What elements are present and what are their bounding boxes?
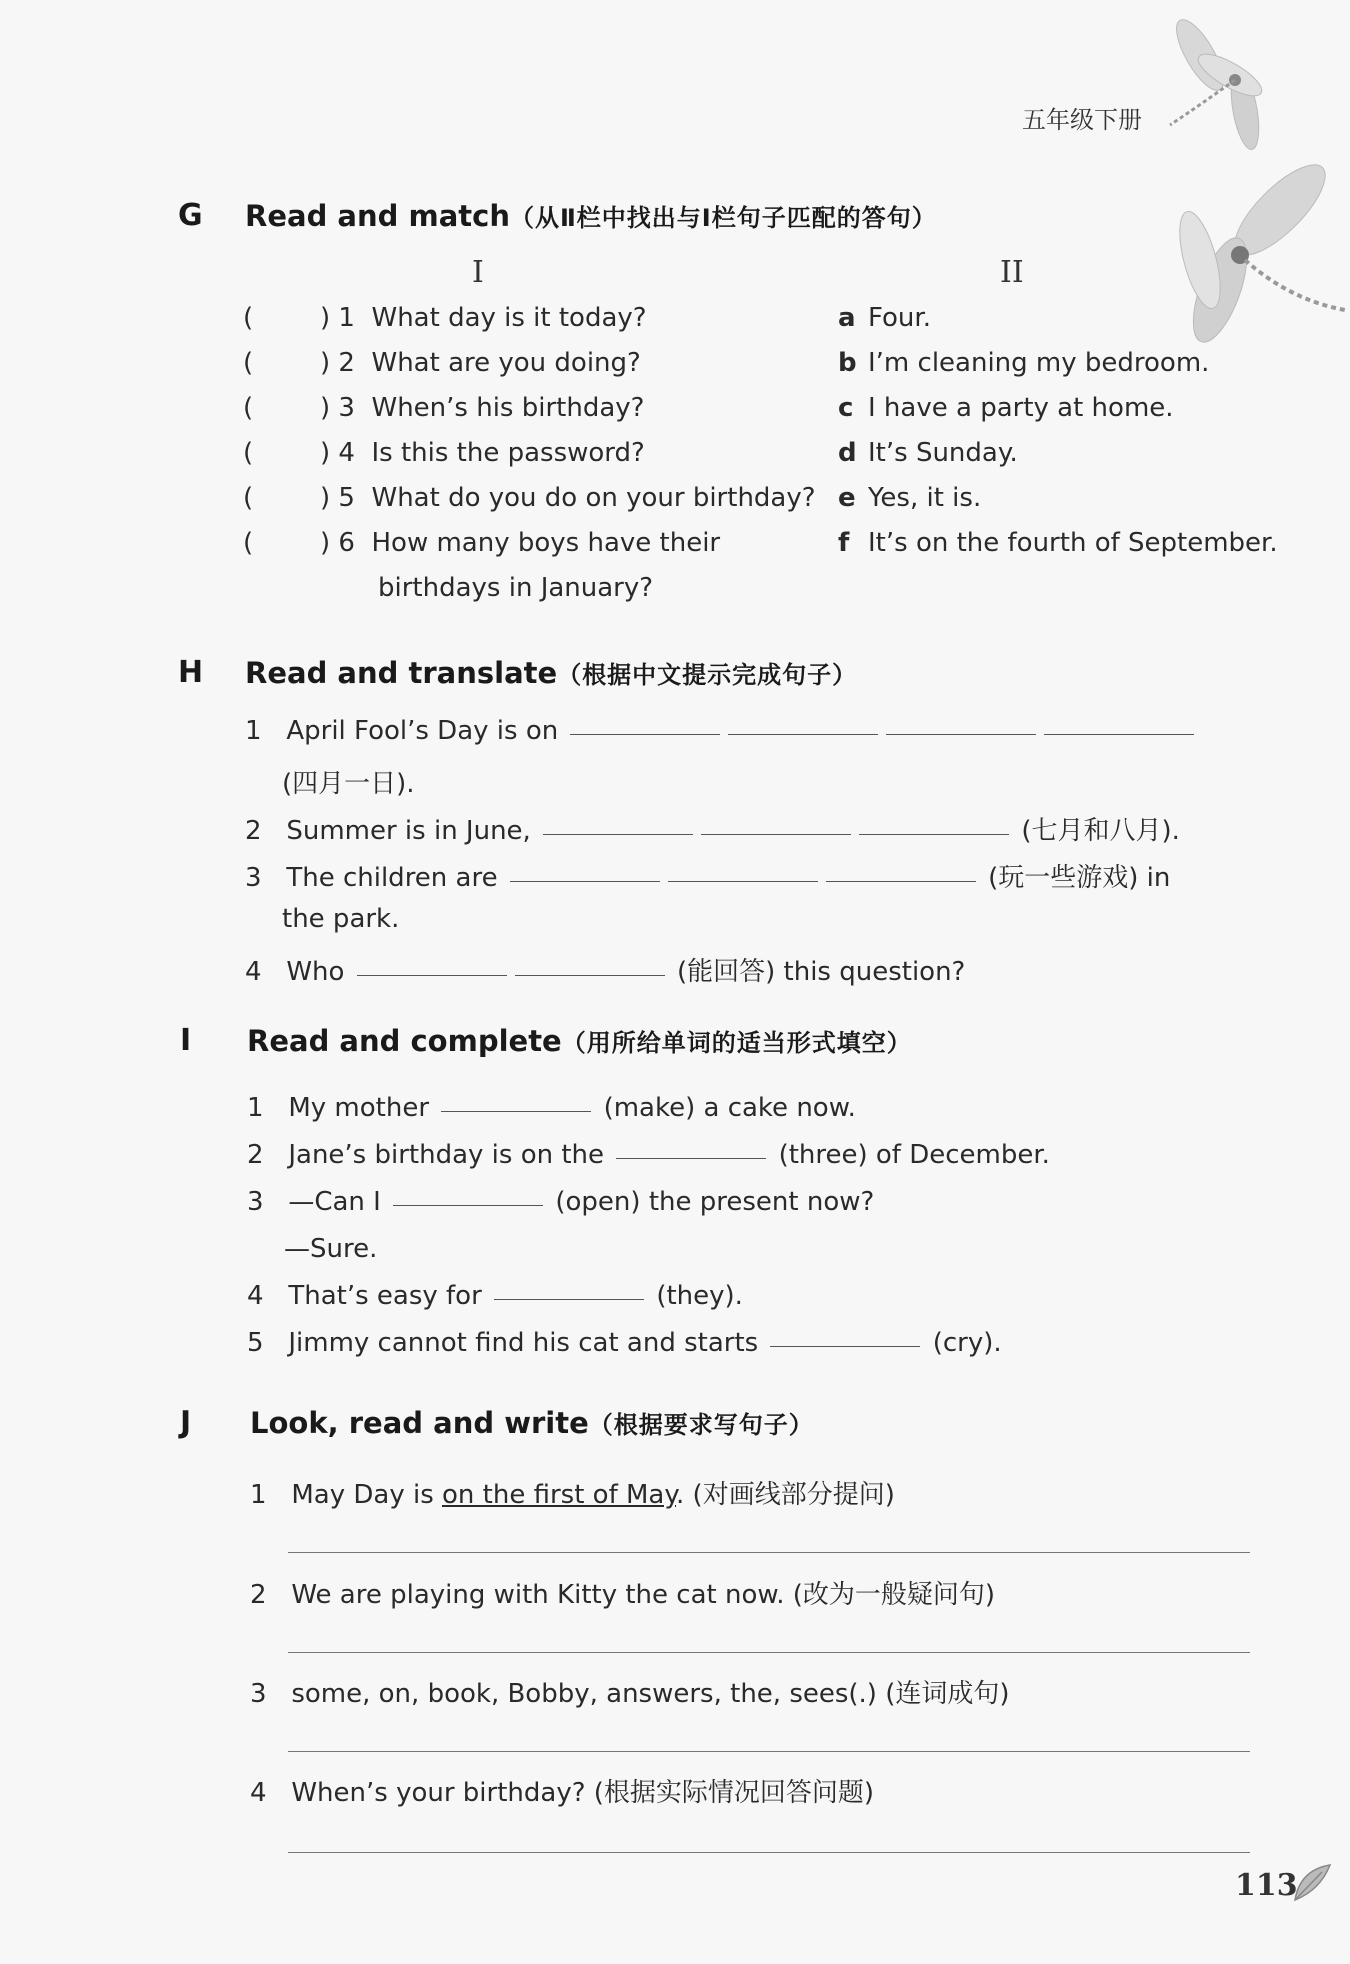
question-number: ) 6 — [320, 528, 355, 558]
section-i-title-text: Read and complete — [247, 1024, 562, 1058]
answer-text: I have a party at home. — [868, 393, 1174, 423]
answer-blank[interactable] — [826, 881, 976, 882]
section-j-title-text: Look, read and write — [250, 1406, 589, 1440]
answer-bracket[interactable]: ( — [243, 393, 254, 423]
answer-write-line[interactable] — [288, 1552, 1250, 1553]
question-item — [320, 483, 816, 513]
question-text: When’s his birthday? — [371, 393, 645, 423]
item-number: 2 — [247, 1140, 264, 1170]
item-hint: (玩一些游戏) in — [988, 863, 1171, 893]
leaf-icon — [1290, 1860, 1335, 1905]
item-hint: (七月和八月). — [1021, 816, 1180, 846]
complete-item-1 — [247, 1093, 856, 1123]
item-text: When’s your birthday? (根据实际情况回答问题) — [291, 1778, 875, 1808]
answer-item — [838, 528, 1278, 558]
section-g-title-text: Read and match — [245, 199, 510, 233]
answer-letter: e — [838, 483, 856, 513]
translate-item-1 — [245, 716, 1198, 746]
answer-write-line[interactable] — [288, 1652, 1250, 1653]
answer-write-line[interactable] — [288, 1751, 1250, 1752]
complete-item-3-cont: —Sure. — [284, 1234, 378, 1264]
answer-blank[interactable] — [543, 834, 693, 835]
dragonfly-decoration-top — [1160, 15, 1280, 165]
section-g-title — [245, 198, 937, 233]
item-text: We are playing with Kitty the cat now. (改为一般疑问句) — [291, 1580, 996, 1610]
answer-item — [838, 483, 981, 513]
item-number: 4 — [247, 1281, 264, 1311]
question-text: What day is it today? — [371, 303, 647, 333]
write-item-1 — [250, 1474, 895, 1511]
question-text-continued: birthdays in January? — [378, 573, 654, 603]
question-number: ) 1 — [320, 303, 355, 333]
section-i-title — [247, 1023, 912, 1058]
question-item — [320, 393, 644, 423]
complete-item-4 — [247, 1281, 743, 1311]
section-i-letter: I — [180, 1023, 192, 1058]
item-number: 1 — [250, 1480, 267, 1510]
item-text: My mother — [288, 1093, 430, 1123]
answer-letter: d — [838, 438, 857, 468]
write-item-2 — [250, 1574, 995, 1611]
complete-item-2 — [247, 1140, 1050, 1170]
answer-text: Four. — [868, 303, 931, 333]
answer-bracket[interactable]: ( — [243, 303, 254, 333]
answer-item — [838, 438, 1018, 468]
item-text: Summer is in June, — [286, 816, 531, 846]
section-j-instruction: （根据要求写句子） — [588, 1411, 814, 1439]
item-number: 4 — [245, 957, 262, 987]
question-number: ) 4 — [320, 438, 355, 468]
section-h-letter: H — [178, 655, 204, 690]
answer-blank[interactable] — [701, 834, 851, 835]
section-g-instruction: （从Ⅱ栏中找出与Ⅰ栏句子匹配的答句） — [509, 204, 937, 232]
section-j-letter: J — [180, 1405, 192, 1440]
item-number: 1 — [245, 716, 262, 746]
section-g-letter: G — [178, 198, 203, 233]
answer-item — [838, 393, 1174, 423]
item-text: some, on, book, Bobby, answers, the, sees(.) (连词成句) — [291, 1679, 1010, 1709]
item-number: 2 — [250, 1580, 267, 1610]
answer-write-line[interactable] — [288, 1852, 1250, 1853]
complete-item-5 — [247, 1328, 1002, 1358]
answer-blank[interactable] — [441, 1111, 591, 1112]
item-text: May Day is — [291, 1480, 434, 1510]
answer-text: It’s on the fourth of September. — [868, 528, 1278, 558]
answer-item — [838, 303, 931, 333]
answer-blank[interactable] — [393, 1205, 543, 1206]
answer-blank[interactable] — [770, 1346, 920, 1347]
question-item — [320, 348, 641, 378]
question-text: Is this the password? — [371, 438, 645, 468]
answer-blank[interactable] — [728, 734, 878, 735]
answer-text: It’s Sunday. — [868, 438, 1018, 468]
write-item-3 — [250, 1673, 1010, 1710]
answer-text: Yes, it is. — [868, 483, 982, 513]
answer-blank[interactable] — [515, 975, 665, 976]
item-hint: (make) a cake now. — [603, 1093, 856, 1123]
question-item — [320, 303, 647, 333]
translate-item-3 — [245, 857, 1170, 894]
answer-bracket[interactable]: ( — [243, 528, 254, 558]
item-number: 3 — [250, 1679, 267, 1709]
item-number: 1 — [247, 1093, 264, 1123]
answer-blank[interactable] — [886, 734, 1036, 735]
item-text: April Fool’s Day is on — [286, 716, 559, 746]
translate-item-3-cont: the park. — [282, 904, 400, 934]
item-number: 2 — [245, 816, 262, 846]
question-item — [320, 528, 720, 558]
write-item-4 — [250, 1772, 874, 1809]
question-text: What do you do on your birthday? — [371, 483, 816, 513]
question-number: ) 5 — [320, 483, 355, 513]
answer-letter: b — [838, 348, 857, 378]
item-text: Jane’s birthday is on the — [288, 1140, 605, 1170]
item-hint: (three) of December. — [778, 1140, 1050, 1170]
answer-blank[interactable] — [357, 975, 507, 976]
column-2-heading: II — [1000, 255, 1024, 290]
question-number: ) 2 — [320, 348, 355, 378]
item-number: 4 — [250, 1778, 267, 1808]
section-j-title — [250, 1405, 814, 1440]
translate-item-2 — [245, 810, 1180, 847]
answer-blank[interactable] — [570, 734, 720, 735]
answer-text: I’m cleaning my bedroom. — [868, 348, 1210, 378]
section-h-title-text: Read and translate — [245, 656, 558, 690]
grade-header: 五年级下册 — [1022, 106, 1142, 134]
column-1-heading: I — [472, 255, 484, 290]
section-i-instruction: （用所给单词的适当形式填空） — [561, 1029, 912, 1057]
item-text: —Can I — [288, 1187, 381, 1217]
section-h-title — [245, 655, 857, 690]
item-number: 3 — [247, 1187, 264, 1217]
answer-bracket[interactable]: ( — [243, 438, 254, 468]
underlined-phrase: on the first of May — [442, 1480, 677, 1510]
section-h-instruction: （根据中文提示完成句子） — [557, 661, 858, 689]
page-number: 113 — [1235, 1868, 1298, 1903]
dragonfly-decoration-side — [1160, 150, 1350, 370]
item-text: That’s easy for — [288, 1281, 482, 1311]
item-hint: (they). — [656, 1281, 743, 1311]
answer-bracket[interactable]: ( — [243, 348, 254, 378]
item-text: The children are — [286, 863, 498, 893]
answer-blank[interactable] — [494, 1299, 644, 1300]
item-number: 5 — [247, 1328, 264, 1358]
item-text: Jimmy cannot find his cat and starts — [288, 1328, 759, 1358]
translate-item-1-cont: (四月一日). — [282, 769, 415, 799]
item-hint: (能回答) this question? — [676, 957, 966, 987]
answer-blank[interactable] — [859, 834, 1009, 835]
answer-letter: c — [838, 393, 854, 423]
answer-blank[interactable] — [668, 881, 818, 882]
question-text: What are you doing? — [371, 348, 641, 378]
complete-item-3 — [247, 1187, 874, 1217]
answer-blank[interactable] — [616, 1158, 766, 1159]
question-text: How many boys have their — [371, 528, 721, 558]
question-number: ) 3 — [320, 393, 355, 423]
item-number: 3 — [245, 863, 262, 893]
item-hint: (open) the present now? — [555, 1187, 875, 1217]
answer-letter: f — [838, 528, 850, 558]
translate-item-4 — [245, 951, 965, 988]
item-text: Who — [286, 957, 345, 987]
answer-item — [838, 348, 1209, 378]
item-hint: (cry). — [932, 1328, 1002, 1358]
item-hint: . (对画线部分提问) — [676, 1480, 895, 1510]
answer-blank[interactable] — [510, 881, 660, 882]
answer-letter: a — [838, 303, 856, 333]
question-item — [320, 438, 645, 468]
answer-blank[interactable] — [1044, 734, 1194, 735]
answer-bracket[interactable]: ( — [243, 483, 254, 513]
